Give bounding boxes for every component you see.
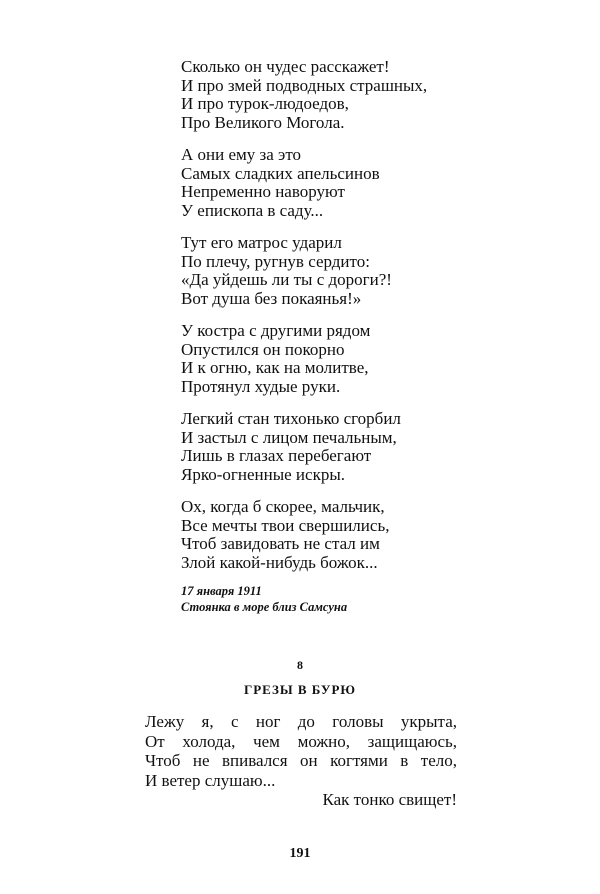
verse-line: Протянул худые руки. bbox=[181, 377, 341, 397]
stanza-5 bbox=[181, 410, 401, 485]
verse-line: Сколько он чудес расскажет! bbox=[181, 57, 390, 76]
verse-line: Тут его матрос ударил bbox=[181, 233, 342, 252]
stanza-6 bbox=[181, 498, 389, 573]
poem-date: 17 января 1911 bbox=[181, 584, 262, 598]
stanza-3 bbox=[181, 234, 392, 309]
verse-line: Непременно наворуют bbox=[181, 182, 345, 202]
date-place-note bbox=[181, 583, 347, 615]
stanza-4 bbox=[181, 322, 370, 397]
verse-line: Лишь в глазах перебегают bbox=[181, 446, 372, 466]
verse-line: Все мечты твои свершились, bbox=[181, 515, 390, 535]
verse-line: Опустился он покорно bbox=[181, 339, 345, 359]
verse-line: «Да уйдешь ли ты с дороги?! bbox=[181, 270, 392, 290]
verse-line: У епископа в саду... bbox=[181, 201, 324, 221]
verse-line: И про змей подводных страшных, bbox=[181, 75, 428, 95]
verse-line: Самых сладких апельсинов bbox=[181, 163, 380, 183]
verse-line: Про Великого Могола. bbox=[181, 113, 345, 133]
verse-line: И про турок-людоедов, bbox=[181, 94, 349, 114]
poem-place: Стоянка в море близ Самсуна bbox=[181, 600, 348, 614]
verse-line: Легкий стан тихонько сгорбил bbox=[181, 409, 401, 428]
verse-line: Лежу я, с ног до головы укрыта, bbox=[145, 712, 457, 731]
verse-line: Чтоб не впивался он когтями в тело, bbox=[145, 751, 457, 771]
page-number: 191 bbox=[289, 846, 311, 861]
verse-line: Ярко-огненные искры. bbox=[181, 465, 345, 485]
poem-2-body bbox=[145, 712, 457, 810]
verse-line: У костра с другими рядом bbox=[181, 321, 371, 340]
verse-line: Вот душа без покаянья!» bbox=[181, 289, 362, 309]
section-number: 8 bbox=[297, 658, 303, 672]
poem-title: ГРЕЗЫ В БУРЮ bbox=[243, 682, 357, 697]
verse-line: Чтоб завидовать не стал им bbox=[181, 534, 380, 554]
verse-line: Ох, когда б скорее, мальчик, bbox=[181, 497, 385, 516]
stanza-1 bbox=[181, 58, 427, 133]
verse-line: Злой какой-нибудь божок... bbox=[181, 553, 378, 573]
verse-line: И застыл с лицом печальным, bbox=[181, 427, 397, 447]
stanza-2 bbox=[181, 146, 380, 221]
verse-line: И к огню, как на молитве, bbox=[181, 358, 369, 378]
verse-line: А они ему за это bbox=[181, 145, 302, 164]
verse-line: По плечу, ругнув сердито: bbox=[181, 251, 370, 271]
verse-line: И ветер слушаю... bbox=[145, 770, 276, 790]
verse-line: Как тонко свищет! bbox=[322, 790, 457, 810]
verse-line: От холода, чем можно, защищаюсь, bbox=[145, 731, 457, 751]
